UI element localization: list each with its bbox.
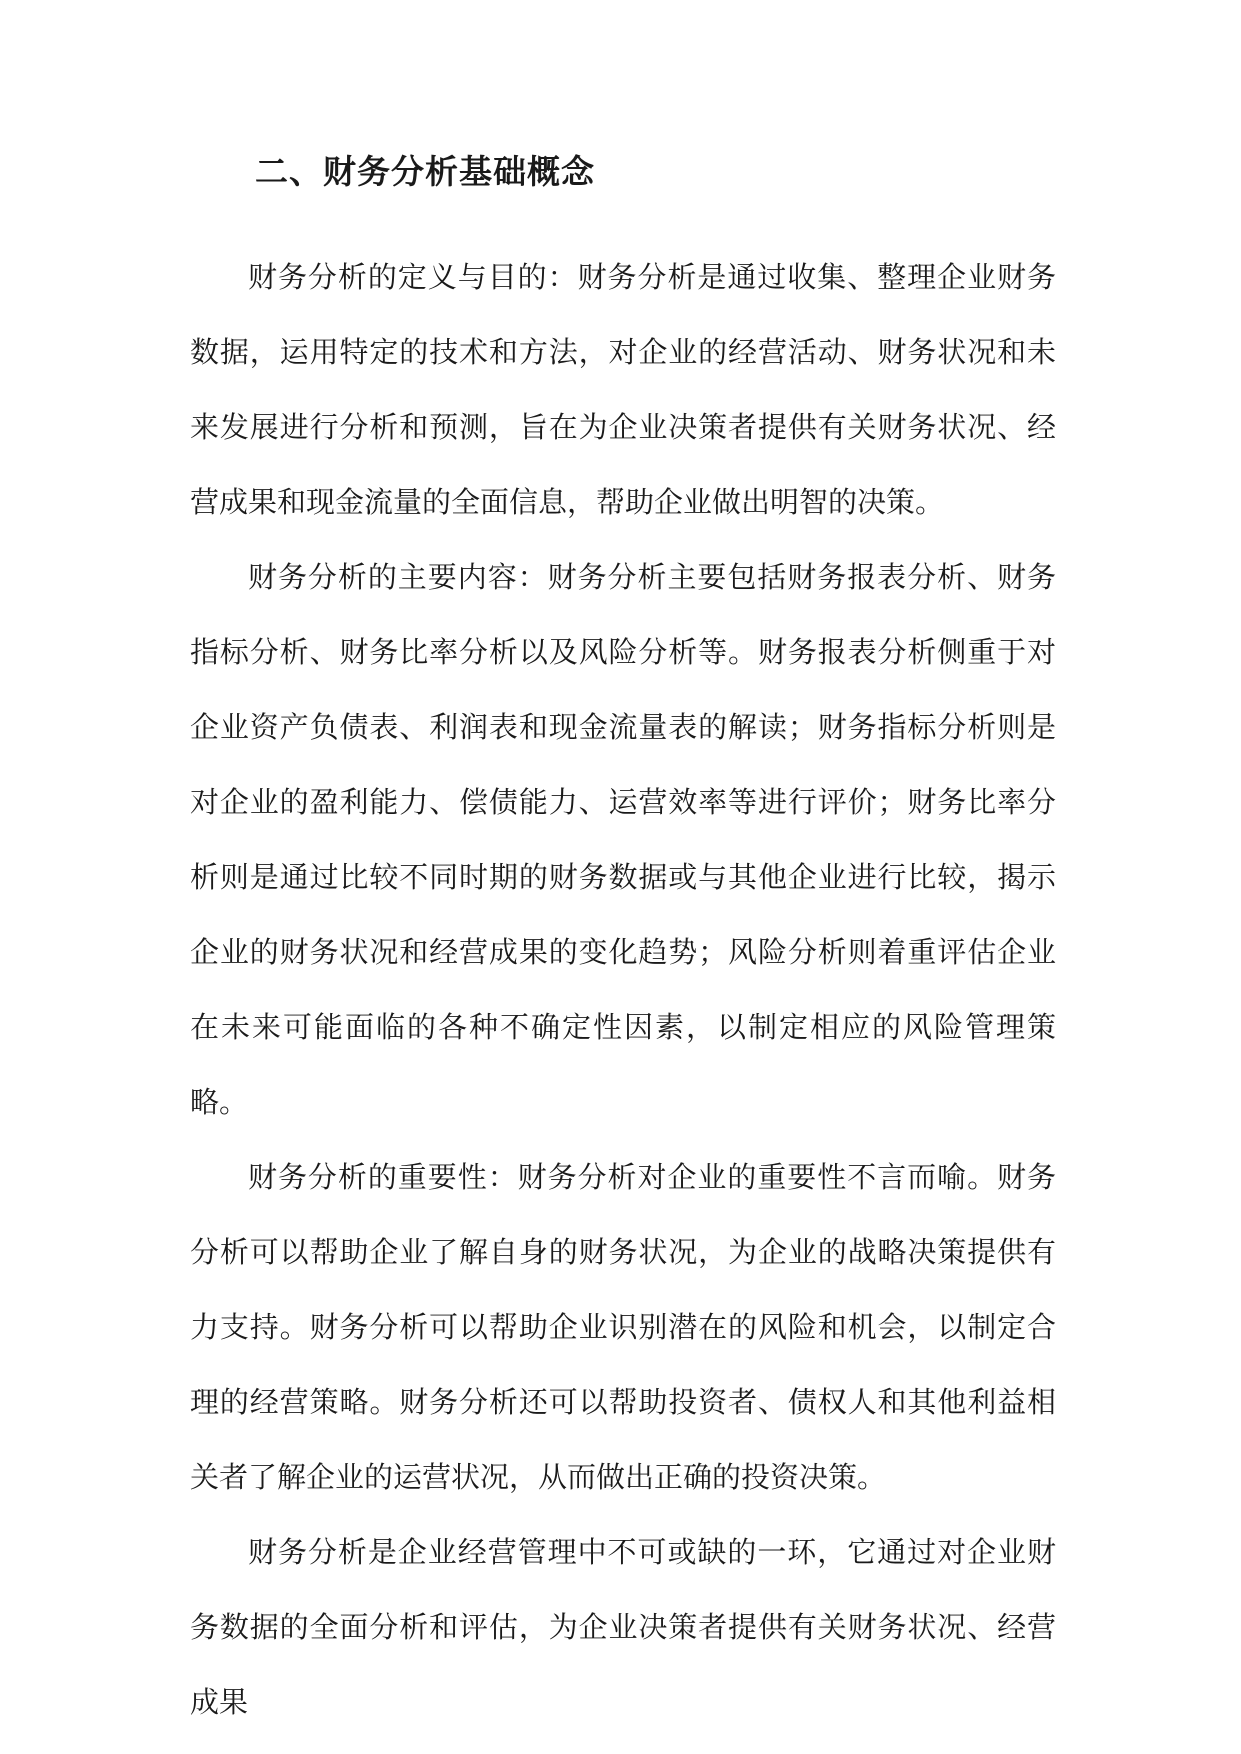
paragraph-definition: 财务分析的定义与目的：财务分析是通过收集、整理企业财务数据，运用特定的技术和方法，对企业的经营活动、财务状况和未来发展进行分析和预测，旨在为企业决策者提供有关财务状况、经营成果和现金流量的全面信息，帮助企业做出明智的决策。: [190, 260, 1056, 519]
heading-spacer: [190, 202, 1056, 240]
paragraph-main-content: 财务分析的主要内容：财务分析主要包括财务报表分析、财务指标分析、财务比率分析以及风险分析等。财务报表分析侧重于对企业资产负债表、利润表和现金流量表的解读；财务指标分析则是对企业的盈利能力、偿债能力、运营效率等进行评价；财务比率分析则是通过比较不同时期的财务数据或与其他企业进行比较，揭示企业的财务状况和经营成果的变化趋势；风险分析则着重评估企业在未来可能面临的各种不确定性因素，以制定相应的风险管理策略。: [190, 560, 1056, 1119]
paragraph-summary: 财务分析是企业经营管理中不可或缺的一环，它通过对企业财务数据的全面分析和评估，为企业决策者提供有关财务状况、经营成果: [190, 1535, 1056, 1719]
document-body: [190, 142, 1056, 1740]
section-heading: 二、财务分析基础概念: [255, 152, 595, 191]
paragraph-importance: 财务分析的重要性：财务分析对企业的重要性不言而喻。财务分析可以帮助企业了解自身的财务状况，为企业的战略决策提供有力支持。财务分析可以帮助企业识别潜在的风险和机会，以制定合理的经营策略。财务分析还可以帮助投资者、债权人和其他利益相关者了解企业的运营状况，从而做出正确的投资决策。: [190, 1160, 1056, 1494]
